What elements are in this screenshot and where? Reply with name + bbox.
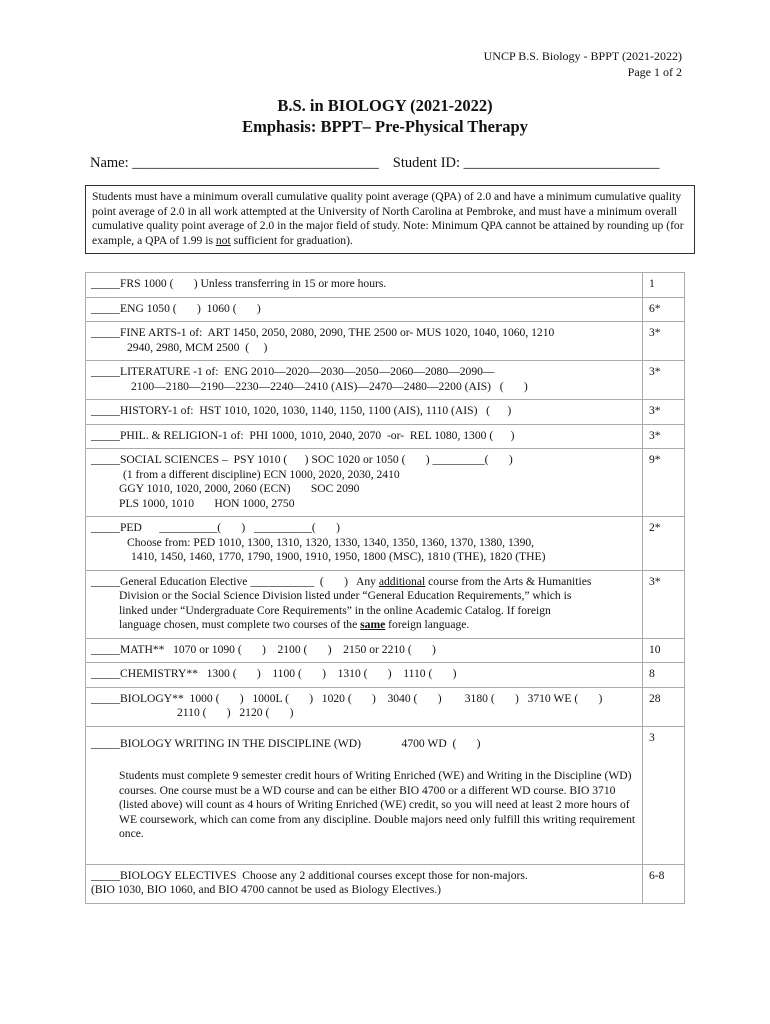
name-field[interactable]: Name: __________________________________ xyxy=(90,155,379,171)
page-header xyxy=(484,48,682,80)
title-line-1: B.S. in BIOLOGY (2021-2022) xyxy=(277,96,493,115)
requirement-line[interactable]: _____SOCIAL SCIENCES – PSY 1010 ( ) SOC 1020 or 1050 ( ) _________( ) xyxy=(91,453,513,466)
requirement-cell xyxy=(86,424,643,449)
credits-cell: 3* xyxy=(643,400,685,425)
ge-text: course from the Arts & Humanities xyxy=(425,574,592,588)
requirement-line: GGY 1010, 1020, 2000, 2060 (ECN) SOC 2090 xyxy=(119,482,360,495)
table-row xyxy=(86,322,685,361)
table-row xyxy=(86,400,685,425)
requirement-cell xyxy=(86,297,643,322)
table-row xyxy=(86,424,685,449)
requirement-cell xyxy=(86,864,643,903)
table-row xyxy=(86,687,685,726)
requirements-table xyxy=(85,272,685,904)
credits-cell: 3* xyxy=(643,424,685,449)
table-row xyxy=(86,663,685,688)
requirement-cell xyxy=(86,449,643,517)
requirement-line: 1410, 1450, 1460, 1770, 1790, 1900, 1910, 1950, 1800 (MSC), 1810 (THE), 1820 (THE) xyxy=(131,550,546,563)
ge-text: _____General Education Elective ___________ ( ) Any xyxy=(91,574,379,588)
table-row xyxy=(86,449,685,517)
ge-emphasis: same xyxy=(360,618,386,631)
credits-cell: 9* xyxy=(643,449,685,517)
requirement-line[interactable]: _____BIOLOGY** 1000 ( ) 1000L ( ) 1020 ( ) 3040 ( ) 3180 ( ) 3710 WE ( ) xyxy=(91,691,603,705)
ge-emphasis: additional xyxy=(378,574,426,588)
ge-text: language chosen, must complete two courses of the xyxy=(119,618,361,631)
document-id: UNCP B.S. Biology - BPPT (2021-2022) xyxy=(483,49,682,63)
requirement-cell xyxy=(86,400,643,425)
page-number: Page 1 of 2 xyxy=(627,65,682,79)
requirement-line: (BIO 1030, BIO 1060, and BIO 4700 cannot be used as Biology Electives.) xyxy=(91,883,442,896)
requirement-line[interactable]: _____PHIL. & RELIGION-1 of: PHI 1000, 1010, 2040, 2070 -or- REL 1080, 1300 ( ) xyxy=(91,428,515,442)
notice-emphasis: not xyxy=(215,233,231,247)
credits-cell: 3* xyxy=(643,361,685,400)
requirement-line: Choose from: PED 1010, 1300, 1310, 1320, 1330, 1340, 1350, 1360, 1370, 1380, 1390, xyxy=(127,535,535,549)
credits-cell: 3* xyxy=(643,322,685,361)
requirement-line[interactable]: _____BIOLOGY ELECTIVES Choose any 2 additional courses except those for non-majors. xyxy=(91,868,528,882)
requirement-line: (1 from a different discipline) ECN 1000, 2020, 2030, 2410 xyxy=(123,467,400,481)
requirement-cell xyxy=(86,663,643,688)
student-id-field[interactable]: Student ID: ___________________________ xyxy=(392,155,660,171)
credits-cell: 2* xyxy=(643,517,685,571)
requirement-line[interactable]: 2100—2180—2190—2230—2240—2410 (AIS)—2470—2480—2200 (AIS) ( ) xyxy=(131,379,528,393)
table-row xyxy=(86,273,685,298)
credits-cell: 8 xyxy=(643,663,685,688)
notice-text-end: sufficient for graduation). xyxy=(230,233,353,247)
notice-text: Students must have a minimum overall cumulative quality point average (QPA) of 2.0 and have a minimum cumulative quality point average of 2.0 in all work attempted at the University of North Carolina at Pembroke, and must have a minimum overall cumulative quality point average of 2.0 in the major field of study. Note: Minimum QPA cannot be attained by rounding up (for example, a QPA of 1.99 is xyxy=(92,190,684,247)
requirement-line: Division or the Social Science Division listed under “General Education Requirements,” which is xyxy=(119,589,572,602)
wd-explanation: Students must complete 9 semester credit hours of Writing Enriched (WE) and Writing in the Discipline (WD) courses. One course must be a WD course and can be either BIO 4700 or a different WD course. BIO 3710 (listed above) will count as 4 hours of Writing Enriched (WE) credit, so you will need at least 2 more hours of WE coursework, which can come from any discipline. Double majors need only fulfill this writing requirement once. xyxy=(119,769,636,840)
requirement-line[interactable]: _____HISTORY-1 of: HST 1010, 1020, 1030, 1140, 1150, 1100 (AIS), 1110 (AIS) ( ) xyxy=(91,404,512,417)
requirement-cell xyxy=(86,361,643,400)
requirement-cell xyxy=(86,570,643,638)
table-row xyxy=(86,864,685,903)
requirement-line[interactable]: _____FRS 1000 ( ) Unless transferring in 15 or more hours. xyxy=(91,277,387,290)
requirement-cell xyxy=(86,638,643,663)
requirement-cell xyxy=(86,322,643,361)
requirement-cell xyxy=(86,517,643,571)
ge-text: foreign language. xyxy=(385,618,470,631)
table-row xyxy=(86,297,685,322)
qpa-notice xyxy=(85,185,695,254)
credits-cell: 6* xyxy=(643,297,685,322)
requirement-line: PLS 1000, 1010 HON 1000, 2750 xyxy=(119,496,295,510)
requirement-line[interactable]: _____ENG 1050 ( ) 1060 ( ) xyxy=(91,301,261,315)
student-info-fields xyxy=(90,155,690,172)
credits-cell: 1 xyxy=(643,273,685,298)
requirement-line: linked under “Undergraduate Core Requirements” in the online Academic Catalog. If foreign xyxy=(119,603,551,617)
requirement-line[interactable]: _____CHEMISTRY** 1300 ( ) 1100 ( ) 1310 ( ) 1110 ( ) xyxy=(91,667,457,680)
requirement-line[interactable]: 2940, 2980, MCM 2500 ( ) xyxy=(127,340,268,354)
credits-cell: 10 xyxy=(643,638,685,663)
requirement-line[interactable]: _____MATH** 1070 or 1090 ( ) 2100 ( ) 2150 or 2210 ( ) xyxy=(91,642,436,656)
table-row xyxy=(86,726,685,864)
requirement-line[interactable]: _____LITERATURE -1 of: ENG 2010—2020—2030—2050—2060—2080—2090— xyxy=(91,365,495,378)
table-row xyxy=(86,570,685,638)
title-line-2: Emphasis: BPPT– Pre-Physical Therapy xyxy=(242,117,528,136)
requirement-line[interactable]: _____FINE ARTS-1 of: ART 1450, 2050, 2080, 2090, THE 2500 or- MUS 1020, 1040, 1060, 1210 xyxy=(91,326,555,339)
requirement-line[interactable]: _____PED __________( ) __________( ) xyxy=(91,521,340,534)
requirement-line[interactable]: _____BIOLOGY WRITING IN THE DISCIPLINE (WD) 4700 WD ( ) xyxy=(91,736,481,750)
table-row xyxy=(86,517,685,571)
document-title xyxy=(0,95,770,137)
credits-cell: 3* xyxy=(643,570,685,638)
credits-cell: 6-8 xyxy=(643,864,685,903)
requirement-cell xyxy=(86,273,643,298)
requirement-line[interactable] xyxy=(91,575,637,590)
credits-cell: 28 xyxy=(643,687,685,726)
requirement-line xyxy=(91,618,637,633)
table-row xyxy=(86,361,685,400)
requirement-line[interactable]: 2110 ( ) 2120 ( ) xyxy=(177,706,294,719)
requirement-cell xyxy=(86,687,643,726)
table-row xyxy=(86,638,685,663)
requirement-cell xyxy=(86,726,643,864)
credits-cell: 3 xyxy=(643,726,685,864)
